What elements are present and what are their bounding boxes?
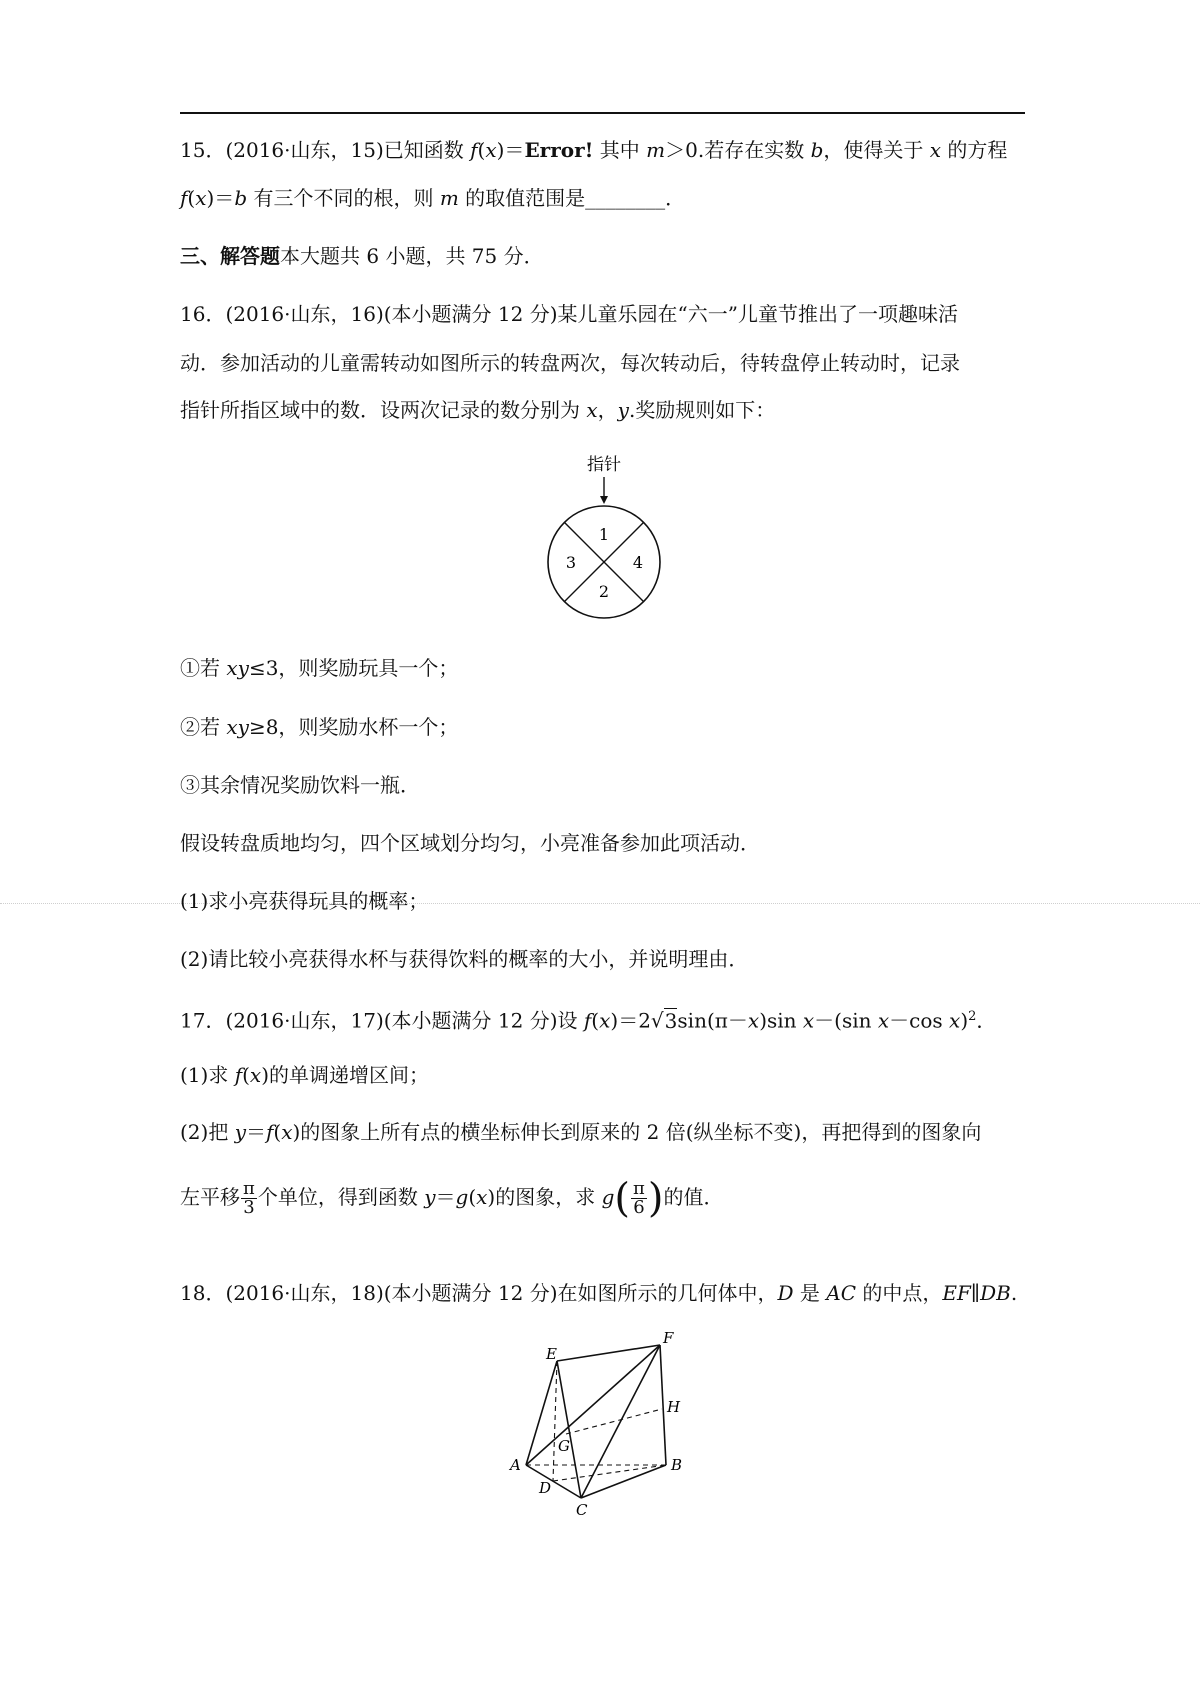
- edge-DB-dashed: [553, 1465, 666, 1481]
- q16-sub-2: (2)请比较小亮获得水杯与获得饮料的概率的大小，并说明理由．: [180, 947, 749, 971]
- q18-line-1: 18．(2016·山东，18)(本小题满分 12 分)在如图所示的几何体中，D 是 AC 的中点，EF∥DB.: [180, 1281, 1018, 1305]
- edge-FB: [660, 1345, 666, 1465]
- label-A: A: [510, 1456, 521, 1474]
- q16-rule-2: ②若 xy≥8，则奖励水杯一个；: [180, 715, 459, 739]
- q17-sub-1: (1)求 f(x)的单调递增区间；: [180, 1063, 429, 1087]
- q17-sub-2-line-1: (2)把 y＝f(x)的图象上所有点的横坐标伸长到原来的 2 倍(纵坐标不变)，再把得到的图象向: [180, 1120, 982, 1144]
- label-D: D: [539, 1479, 552, 1497]
- q16-rule-1: ①若 xy≤3，则奖励玩具一个；: [180, 656, 459, 680]
- label-H: H: [667, 1398, 681, 1416]
- q15-line-2: f(x)＝b 有三个不同的根，则 m 的取值范围是________．: [180, 186, 686, 210]
- q16-line-2: 动．参加活动的儿童需转动如图所示的转盘两次，每次转动后，待转盘停止转动时，记录: [180, 351, 960, 375]
- edge-ED-dashed: [553, 1361, 557, 1481]
- edge-EC: [557, 1361, 581, 1498]
- spinner-wheel-figure: [540, 448, 670, 628]
- q16-sub-1: (1)求小亮获得玩具的概率；: [180, 889, 429, 913]
- q17-line-1: 17．(2016·山东，17)(本小题满分 12 分)设 f(x)＝2√3sin(π－x)sin x－(sin x－cos x)$^2$．: [180, 1008, 997, 1033]
- label-B: B: [671, 1456, 683, 1474]
- q16-assumption: 假设转盘质地均匀，四个区域划分均匀，小亮准备参加此项活动．: [180, 831, 760, 855]
- q16-line-1: 16．(2016·山东，16)(本小题满分 12 分)某儿童乐园在“六一”儿童节推出了一项趣味活: [180, 302, 958, 326]
- geometry-figure: [500, 1330, 700, 1520]
- label-G: G: [558, 1437, 570, 1455]
- header-rule: [180, 112, 1025, 114]
- q16-line-3: 指针所指区域中的数．设两次记录的数分别为 x，y.奖励规则如下：: [180, 398, 776, 422]
- section-3-heading: 三、解答题本大题共 6 小题，共 75 分．: [180, 244, 544, 268]
- pointer-label: 指针: [587, 455, 621, 475]
- edge-AF: [526, 1345, 660, 1465]
- label-E: E: [546, 1345, 557, 1363]
- label-F: F: [663, 1330, 674, 1347]
- fraction-pi-over-6: $\frac{\pi}{6}$: [633, 1178, 645, 1218]
- edge-EA: [526, 1361, 557, 1465]
- pointer-arrow-head: [600, 496, 608, 504]
- wheel-region-bottom: 2: [598, 582, 610, 601]
- edge-GH-dashed: [566, 1409, 662, 1434]
- q17-sub-2-line-2: 左平移 $\frac{\pi}{3}$ 个单位，得到函数 y＝g(x)的图象，求 g( $\frac{\pi}{6}$ )的值．: [180, 1175, 724, 1222]
- wheel-region-top: 1: [598, 525, 610, 544]
- q15-line-1: 15．(2016·山东，15)已知函数 f(x)＝Error! 其中 m＞0.若存在实数 b，使得关于 x 的方程: [180, 138, 1008, 162]
- fraction-pi-over-3: $\frac{\pi}{3}$: [243, 1178, 255, 1218]
- q16-rule-3: ③其余情况奖励饮料一瓶．: [180, 773, 420, 797]
- error-text: Error!: [524, 138, 594, 162]
- sqrt-sign: √: [650, 1008, 664, 1033]
- edge-CB: [581, 1465, 666, 1498]
- label-C: C: [576, 1501, 588, 1519]
- wheel-region-left: 3: [565, 553, 577, 572]
- wheel-region-right: 4: [632, 553, 644, 572]
